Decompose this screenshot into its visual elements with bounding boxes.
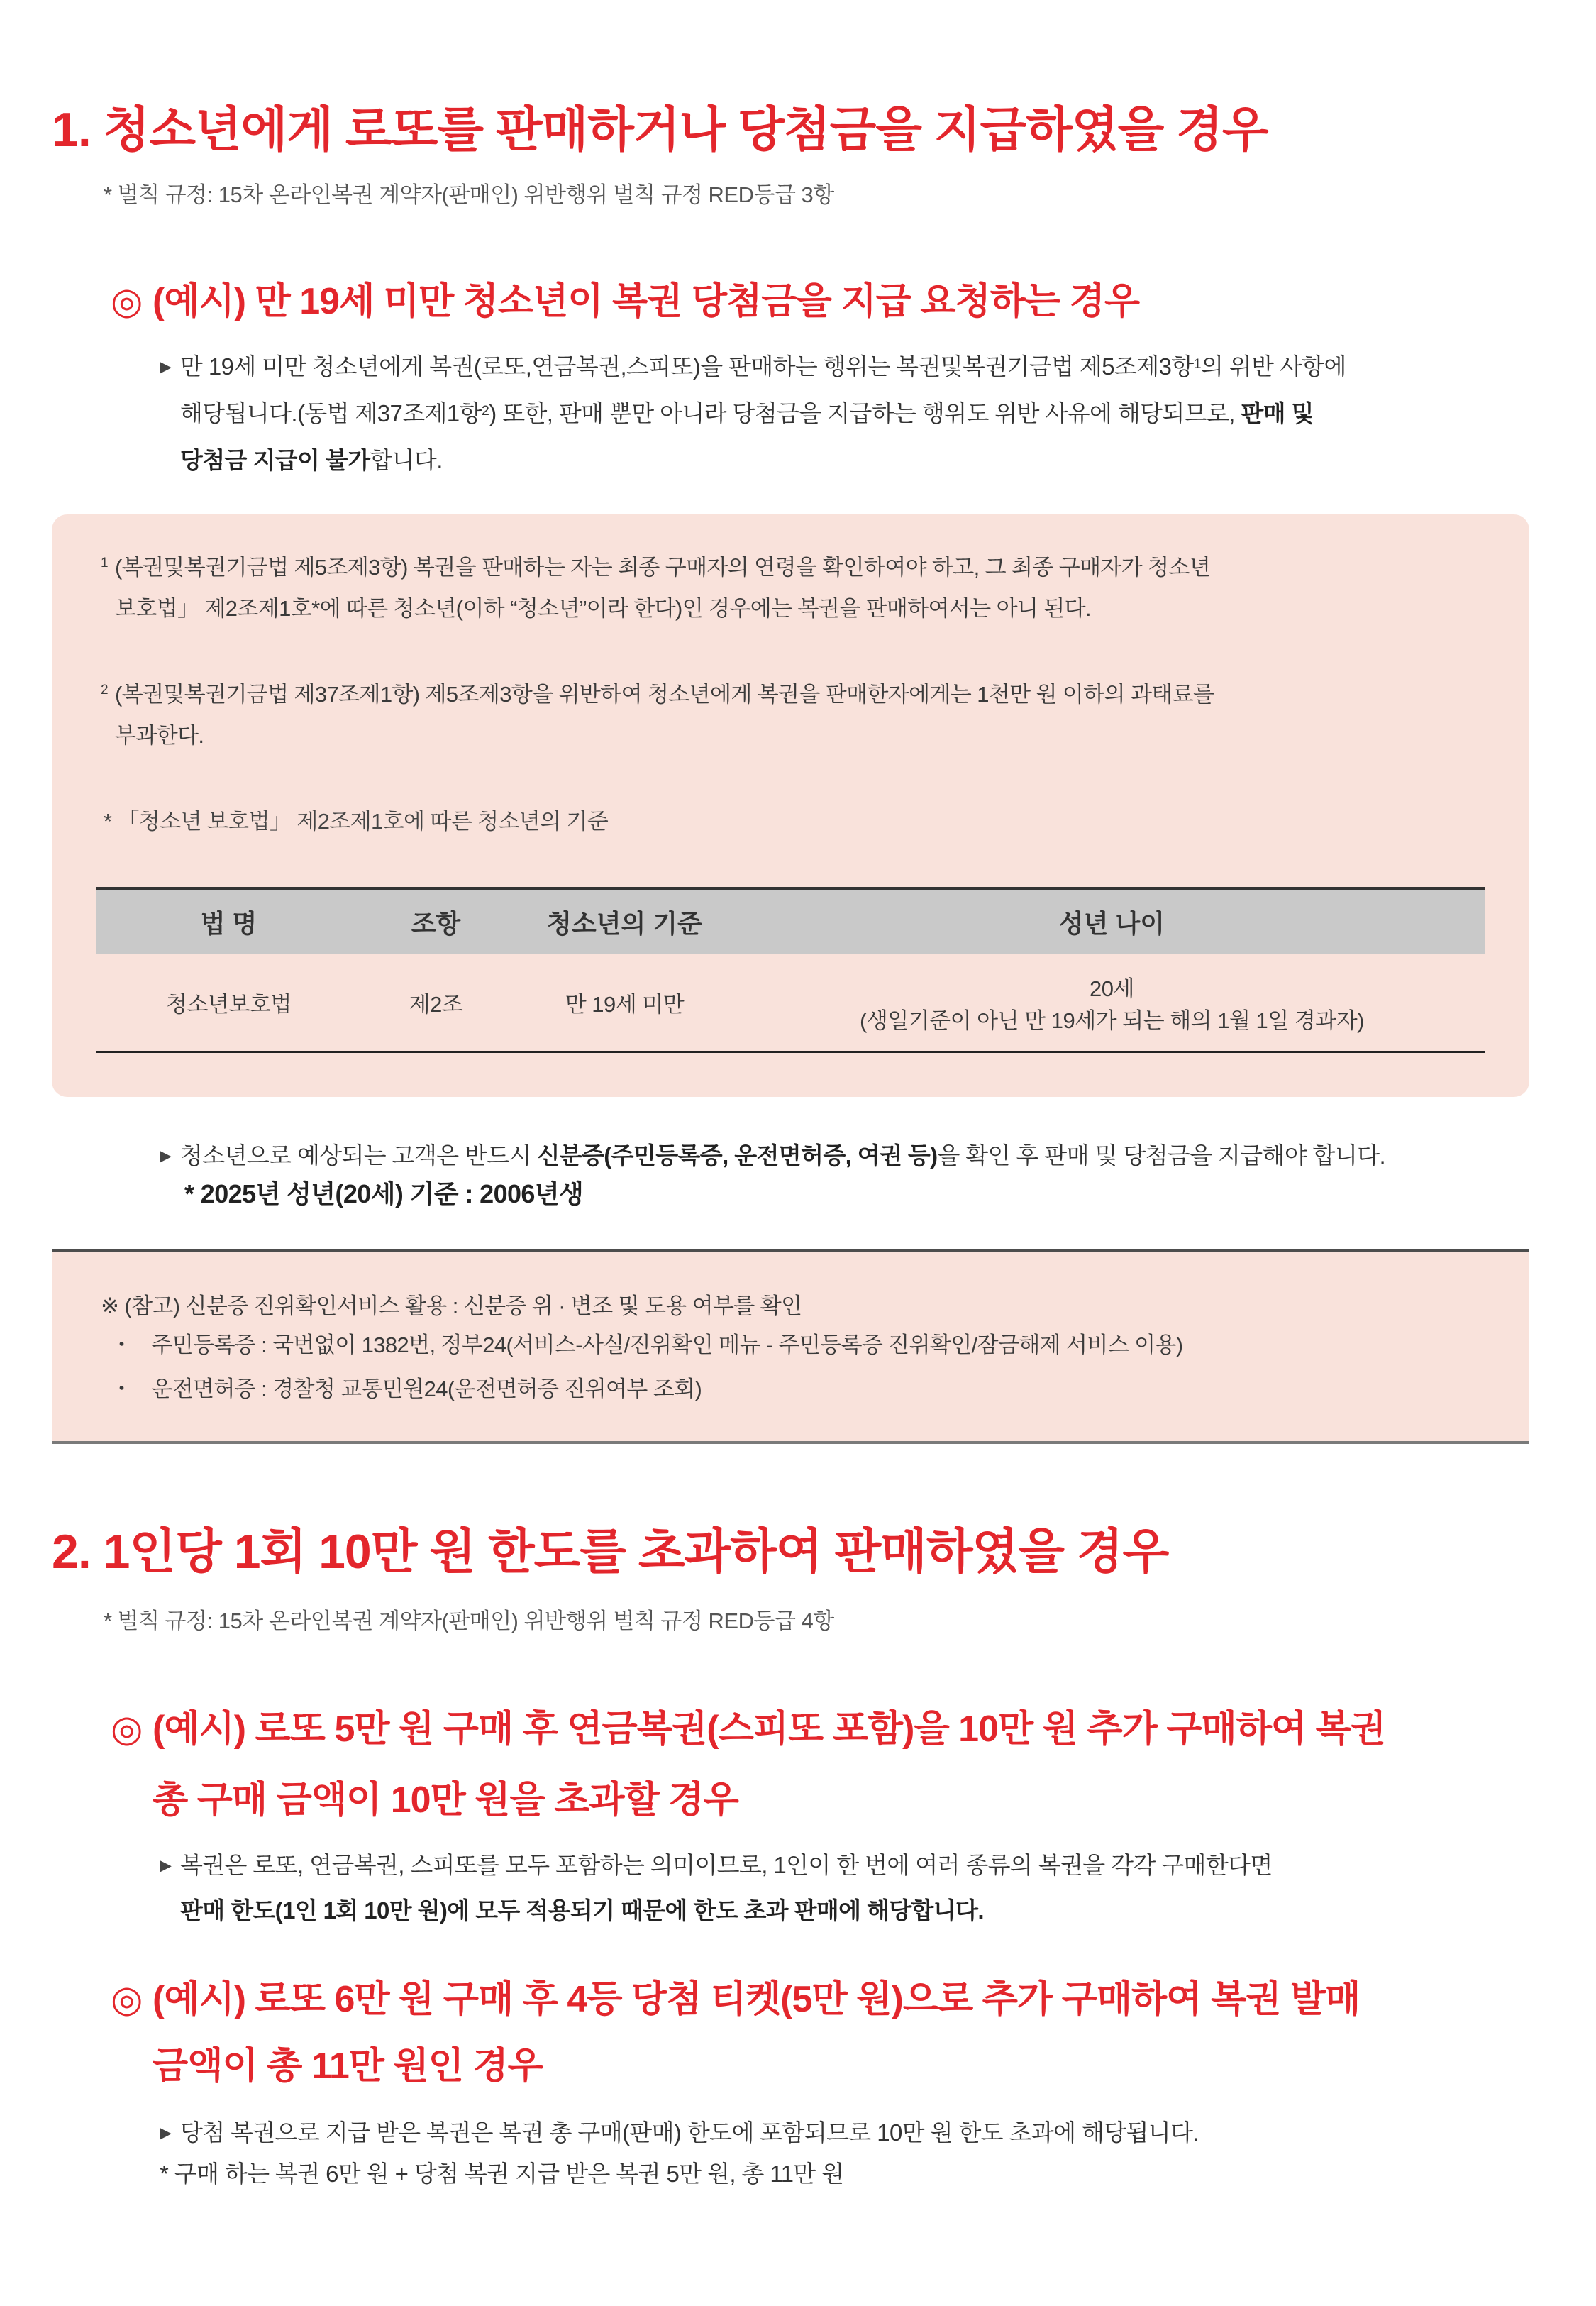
explanation-text: 의 위반 사항에 (1201, 353, 1346, 380)
section-1-explanation (160, 343, 1346, 484)
section-2-penalty-note: * 벌칙 규정: 15차 온라인복권 계약자(판매인) 위반행위 벌칙 규정 RED등급 4항 (104, 1609, 834, 1633)
footnote-1 (101, 547, 1210, 629)
example-marker-icon: ◎ (111, 1979, 143, 2020)
example-heading-line: (예시) 로또 6만 원 구매 후 4등 당첨 티켓(5만 원)으로 추가 구매하여 복권 발매 (153, 1979, 1361, 2020)
explanation-line-1: 당첨 복권으로 지급 받은 복권은 복권 총 구매(판매) 한도에 포함되므로 10만 원 한도 초과에 해당됩니다. (180, 2119, 1199, 2146)
id-check-text-part: 청소년으로 예상되는 고객은 반드시 (180, 1142, 538, 1169)
footnote-ref-2: 2 (481, 403, 489, 419)
bullet-icon: ・ (111, 1333, 133, 1357)
section-2-calculation-note: * 구매 하는 복권 6만 원 + 당첨 복권 지급 받은 복권 5만 원, 총 11만 원 (160, 2161, 844, 2187)
legal-reference-box (52, 514, 1529, 1097)
explanation-emphasis: 당첨금 지급이 불가 (180, 447, 370, 473)
explanation-line-1 (180, 343, 1346, 390)
explanation-text: ) 또한, 판매 뿐만 아니라 당첨금을 지급하는 행위도 위반 사유에 해당되므로, (489, 400, 1241, 426)
footnote-ref-1: 1 (1193, 356, 1202, 372)
explanation-text: 해당됩니다.(동법 제37조제1항 (180, 400, 482, 426)
footnote-line: (복권및복권기금법 제37조제1항) 제5조제3항을 위반하여 청소년에게 복권을 판매한자에게는 1천만 원 이하의 과태료를 (115, 682, 1214, 707)
table-cell-youth-criteria: 만 19세 미만 (510, 954, 739, 1052)
table-cell-adult-age (739, 954, 1485, 1052)
explanation-emphasis: 판매 및 (1241, 400, 1314, 426)
arrow-bullet-icon: ▶ (160, 358, 172, 375)
table-header-youth-criteria: 청소년의 기준 (510, 888, 739, 954)
section-1-example-heading (111, 279, 1139, 324)
footnote-line: 부과한다. (115, 723, 204, 748)
table-cell-law: 청소년보호법 (96, 954, 362, 1052)
arrow-bullet-icon: ▶ (160, 1856, 172, 1874)
explanation-line-3 (180, 437, 1346, 484)
section-2-explanation-a (160, 1843, 1273, 1933)
footnote-2 (101, 674, 1214, 756)
explanation-text: 만 19세 미만 청소년에게 복권(로또,연금복권,스피또)을 판매하는 행위는 복권및복권기금법 제5조제3항 (180, 353, 1194, 380)
reference-item-text: 운전면허증 : 경찰청 교통민원24(운전면허증 진위여부 조회) (151, 1377, 702, 1401)
section-2-example-a-heading (111, 1694, 1385, 1836)
explanation-text: 합니다. (370, 447, 443, 473)
id-verification-reference-box (52, 1249, 1529, 1444)
youth-criteria-note: * 「청소년 보호법」 제2조제1호에 따른 청소년의 기준 (104, 809, 609, 834)
example-marker-icon: ◎ (111, 281, 143, 322)
adult-age-note: (생일기준이 아닌 만 19세가 되는 해의 1월 1일 경과자) (860, 1008, 1364, 1033)
example-heading-line: (예시) 만 19세 미만 청소년이 복권 당첨금을 지급 요청하는 경우 (153, 281, 1140, 322)
explanation-emphasis: 판매 한도(1인 1회 10만 원)에 모두 적용되기 때문에 한도 초과 판매에 해당합니다. (180, 1897, 984, 1924)
example-heading-line: (예시) 로또 5만 원 구매 후 연금복권(스피또 포함)을 10만 원 추가 구매하여 복권 (153, 1709, 1386, 1750)
reference-item-text: 주민등록증 : 국번없이 1382번, 정부24(서비스-사실/진위확인 메뉴 - 주민등록증 진위확인/잠금해제 서비스 이용) (151, 1333, 1183, 1357)
arrow-bullet-icon: ▶ (160, 2124, 172, 2141)
example-marker-icon: ◎ (111, 1709, 143, 1750)
section-1-penalty-note: * 벌칙 규정: 15차 온라인복권 계약자(판매인) 위반행위 벌칙 규정 RED등급 3항 (104, 182, 834, 207)
footnote-mark: 2 (101, 683, 108, 697)
adult-age-value: 20세 (1090, 976, 1134, 1001)
example-heading-line: 총 구매 금액이 10만 원을 초과할 경우 (153, 1780, 738, 1821)
section-2-example-b-heading (111, 1966, 1360, 2100)
table-row (96, 954, 1485, 1052)
reference-heading: ※ (참고) 신분증 진위확인서비스 활용 : 신분증 위 · 변조 및 도용 여부를 확인 (101, 1293, 802, 1318)
explanation-line-1: 복권은 로또, 연금복권, 스피또를 모두 포함하는 의미이므로, 1인이 한 번에 여러 종류의 복권을 각각 구매한다면 (180, 1852, 1273, 1878)
table-header-law: 법 명 (96, 888, 362, 954)
arrow-bullet-icon: ▶ (160, 1147, 172, 1164)
section-2-title: 2. 1인당 1회 10만 원 한도를 초과하여 판매하였을 경우 (52, 1525, 1169, 1579)
section-1-title: 1. 청소년에게 로또를 판매하거나 당첨금을 지급하였을 경우 (52, 103, 1268, 157)
table-header-adult-age: 성년 나이 (739, 888, 1485, 954)
adult-birth-year-note: * 2025년 성년(20세) 기준 : 2006년생 (184, 1179, 584, 1208)
footnote-mark: 1 (101, 556, 108, 570)
table-cell-article: 제2조 (362, 954, 510, 1052)
footnote-line: (복권및복권기금법 제5조제3항) 복권을 판매하는 자는 최종 구매자의 연령을 확인하여야 하고, 그 최종 구매자가 청소년 (115, 555, 1211, 580)
id-check-text (180, 1142, 1385, 1169)
id-check-instruction (160, 1142, 1385, 1170)
id-check-text-part: 을 확인 후 판매 및 당첨금을 지급해야 합니다. (937, 1142, 1386, 1169)
section-2-explanation-b (160, 2119, 1199, 2147)
bullet-icon: ・ (111, 1377, 133, 1401)
table-header-article: 조항 (362, 888, 510, 954)
table-header-row (96, 888, 1485, 954)
id-document-list: 신분증(주민등록증, 운전면허증, 여권 등) (537, 1142, 938, 1169)
footnote-line: 보호법」 제2조제1호*에 따른 청소년(이하 “청소년”이라 한다)인 경우에는 복권을 판매하여서는 아니 된다. (115, 596, 1092, 621)
reference-item-driver-license (111, 1375, 702, 1403)
youth-criteria-table (96, 887, 1485, 1053)
explanation-line-2 (180, 390, 1346, 437)
example-heading-line: 금액이 총 11만 원인 경우 (153, 2046, 543, 2087)
reference-item-resident-card (111, 1331, 1183, 1359)
